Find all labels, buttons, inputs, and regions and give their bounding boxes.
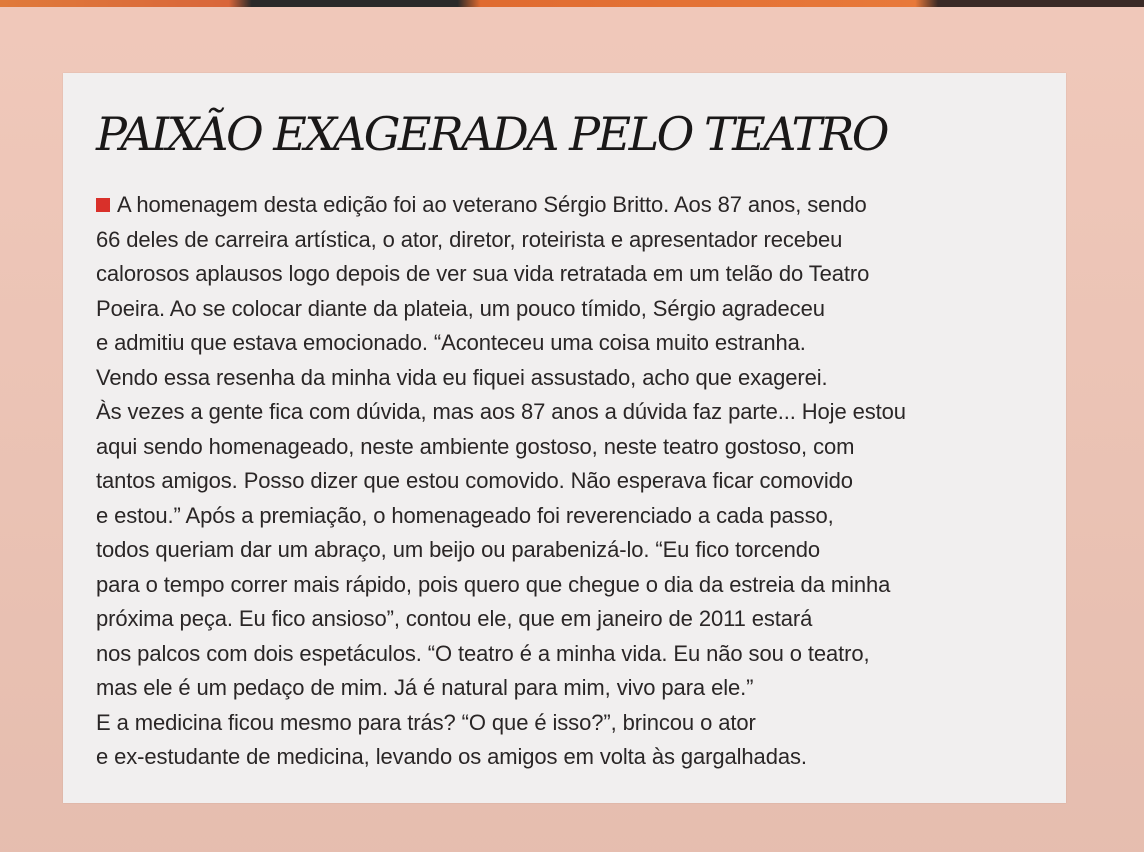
article-line-text: A homenagem desta edição foi ao veterano Sérgio Britto. Aos 87 anos, sendo xyxy=(117,192,867,217)
article-line: 66 deles de carreira artística, o ator, diretor, roteirista e apresentador recebeu xyxy=(96,226,843,252)
article-line: nos palcos com dois espetáculos. “O teatro é a minha vida. Eu não sou o teatro, xyxy=(96,640,870,666)
article-line xyxy=(96,188,1056,223)
article-line: aqui sendo homenageado, neste ambiente gostoso, neste teatro gostoso, com xyxy=(96,433,855,459)
red-square-bullet-icon xyxy=(96,198,110,212)
article-line: todos queriam dar um abraço, um beijo ou parabenizá-lo. “Eu fico torcendo xyxy=(96,537,820,562)
article-body xyxy=(96,188,1056,775)
article-line: tantos amigos. Posso dizer que estou comovido. Não esperava ficar comovido xyxy=(96,468,853,493)
article-title: PAIXÃO EXAGERADA PELO TEATRO xyxy=(96,107,887,161)
top-edge-strip xyxy=(0,0,1144,7)
article-line: e admitiu que estava emocionado. “Aconteceu uma coisa muito estranha. xyxy=(96,330,806,355)
article-line: Vendo essa resenha da minha vida eu fiquei assustado, acho que exagerei. xyxy=(96,364,828,390)
article-line: mas ele é um pedaço de mim. Já é natural para mim, vivo para ele.” xyxy=(96,675,754,700)
article-line: E a medicina ficou mesmo para trás? “O que é isso?”, brincou o ator xyxy=(96,709,756,735)
article-line: calorosos aplausos logo depois de ver sua vida retratada em um telão do Teatro xyxy=(96,261,870,286)
article-line: Poeira. Ao se colocar diante da plateia, um pouco tímido, Sérgio agradeceu xyxy=(96,295,825,321)
article-line: e estou.” Após a premiação, o homenageado foi reverenciado a cada passo, xyxy=(96,502,834,528)
article-line: e ex-estudante de medicina, levando os amigos em volta às gargalhadas. xyxy=(96,744,807,769)
article-line: Às vezes a gente fica com dúvida, mas aos 87 anos a dúvida faz parte... Hoje estou xyxy=(96,399,906,424)
article-line: próxima peça. Eu fico ansioso”, contou ele, que em janeiro de 2011 estará xyxy=(96,606,813,631)
article-line: para o tempo correr mais rápido, pois quero que chegue o dia da estreia da minha xyxy=(96,571,891,597)
